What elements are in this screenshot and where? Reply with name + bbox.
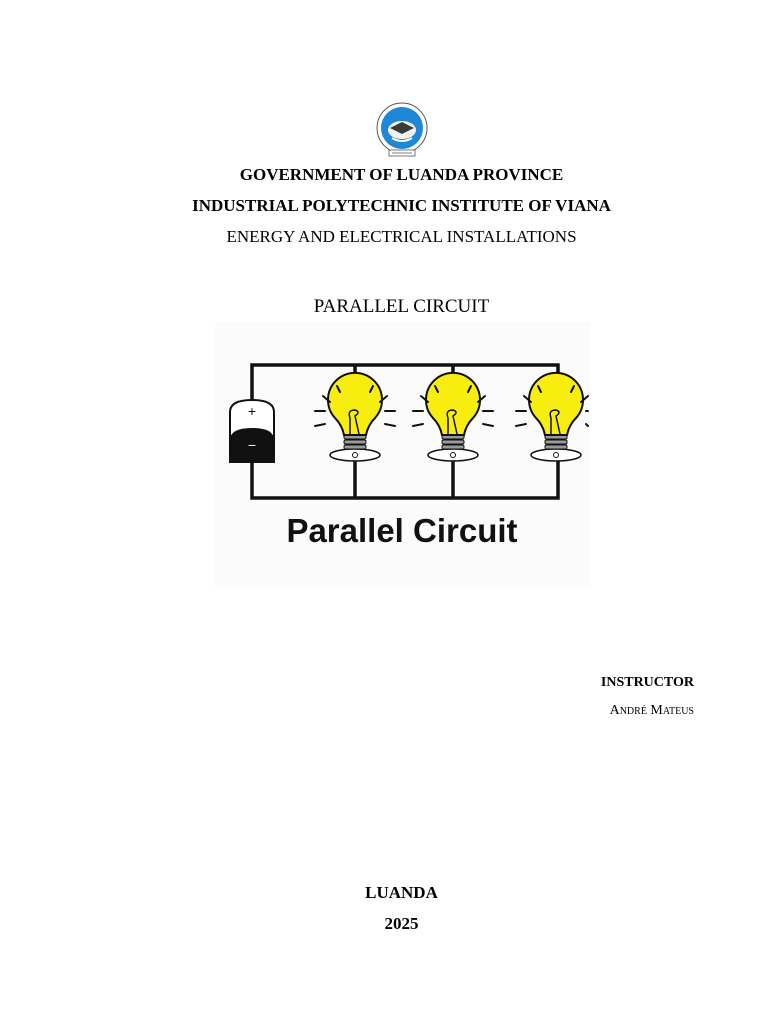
institute-heading: INDUSTRIAL POLYTECHNIC INSTITUTE OF VIANA [192, 196, 611, 215]
outer-loop-wire [252, 365, 558, 498]
department-heading: ENERGY AND ELECTRICAL INSTALLATIONS [226, 227, 577, 246]
instructor-label: INSTRUCTOR [600, 675, 694, 690]
battery-icon [230, 400, 274, 462]
circuit-wires [252, 365, 558, 498]
battery-minus-label: − [247, 437, 257, 453]
footer-year: 2025 [384, 914, 419, 933]
battery-plus-label: + [247, 403, 257, 419]
institute-logo [372, 100, 432, 160]
parallel-circuit-figure [215, 322, 590, 587]
topic-title: PARALLEL CIRCUIT [313, 296, 490, 317]
figure-caption: Parallel Circuit [286, 512, 518, 549]
footer-city: LUANDA [365, 883, 438, 902]
parallel-circuit-diagram [215, 322, 590, 587]
government-heading: GOVERNMENT OF LUANDA PROVINCE [239, 165, 564, 184]
light-bulb-icon [516, 373, 588, 461]
instructor-name: André Mateus [609, 703, 694, 718]
bulbs-group [315, 373, 588, 461]
light-bulb-icon [315, 373, 395, 461]
light-bulb-icon [413, 373, 493, 461]
institute-logo-icon [372, 100, 432, 160]
